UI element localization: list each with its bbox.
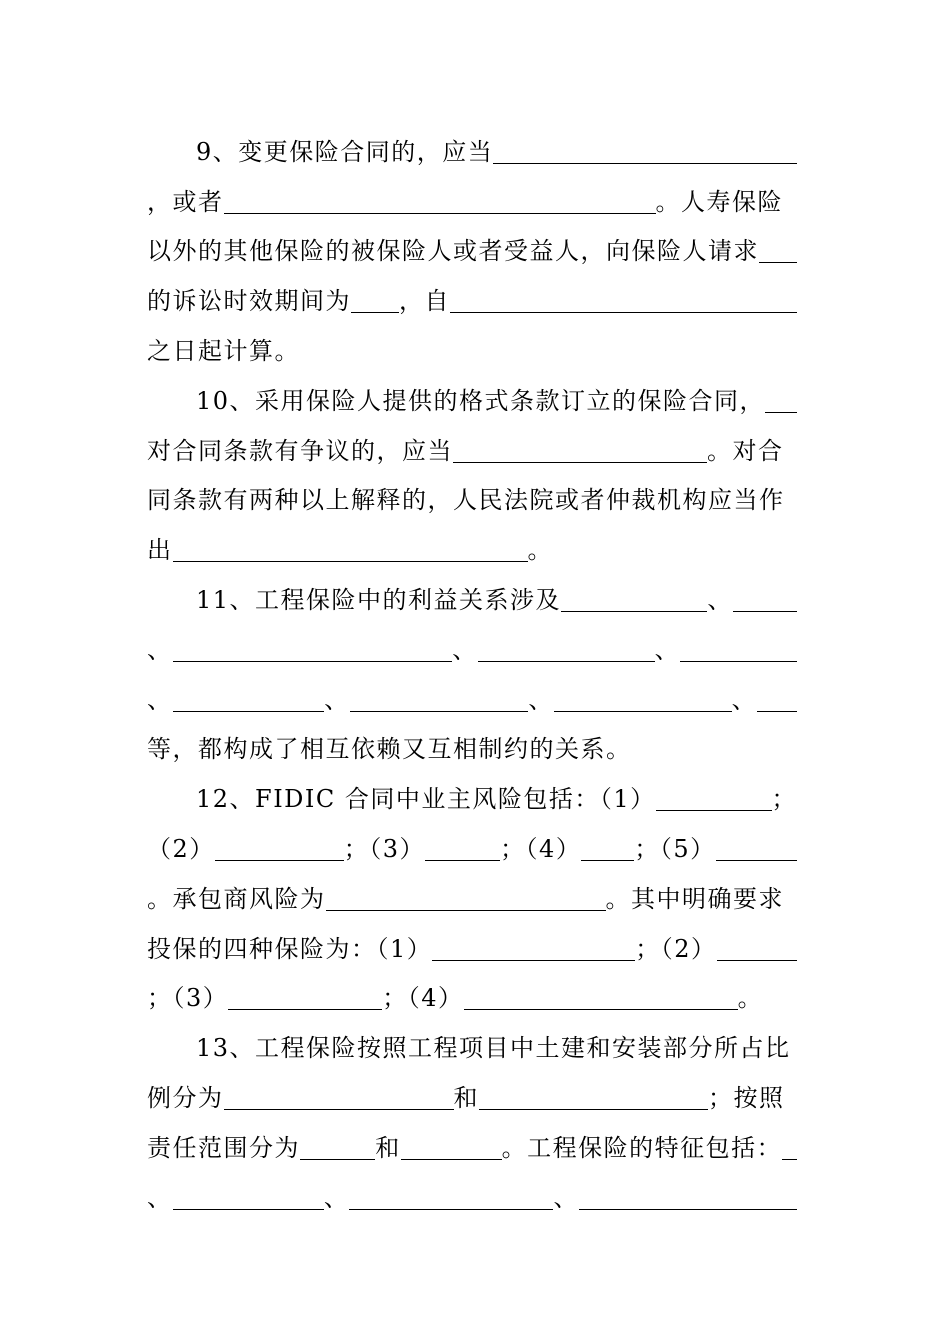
text-line: [147, 276, 797, 326]
text-segment: 、: [654, 635, 681, 664]
text-line: [147, 1173, 797, 1223]
text-line: [147, 725, 797, 775]
text-segment: 、: [528, 685, 554, 714]
text-segment: 例分为: [147, 1084, 224, 1113]
answer-blank: [733, 588, 797, 612]
question-9-number-text: 9、变更保险合同的，应当: [196, 137, 494, 166]
text-line: [147, 924, 797, 974]
text-segment: 、: [323, 1183, 350, 1212]
text-segment: 同条款有两种以上解释的，人民法院或者仲裁机构应当作: [147, 486, 785, 515]
text-segment: 。工程保险的特征包括：: [501, 1133, 783, 1162]
text-line: [147, 575, 797, 625]
text-segment: 、: [731, 685, 758, 714]
answer-blank: [326, 887, 606, 911]
text-segment: ；: [771, 785, 797, 814]
text-segment: 。对合: [707, 436, 784, 465]
answer-blank: [579, 1186, 797, 1210]
answer-blank: [656, 787, 772, 811]
answer-blank: [680, 638, 797, 662]
text-segment: （2）: [147, 835, 215, 864]
text-line: [147, 127, 797, 177]
answer-blank: [173, 1186, 324, 1210]
text-line: [147, 1023, 797, 1073]
text-segment: 投保的四种保险为：（1）: [147, 934, 433, 963]
text-segment: 之日起计算。: [147, 337, 300, 366]
text-segment: 对合同条款有争议的，应当: [147, 436, 453, 465]
text-line: [147, 1073, 797, 1123]
question-9: [147, 127, 797, 376]
text-line: [147, 426, 797, 476]
question-11-number-text: 11、工程保险中的利益关系涉及: [196, 586, 562, 615]
text-segment: 、: [553, 1183, 579, 1212]
text-segment: 、: [147, 1183, 173, 1212]
question-13-number-text: 13、工程保险按照工程项目中土建和安装部分所占比: [196, 1034, 791, 1063]
question-11: [147, 575, 797, 774]
answer-blank: [479, 1086, 708, 1110]
text-segment: ；（4）: [382, 984, 464, 1013]
text-segment: 等，都构成了相互依赖又互相制约的关系。: [147, 735, 632, 764]
text-line: [147, 227, 797, 277]
question-10: [147, 376, 797, 575]
text-segment: ；（3）: [147, 984, 229, 1013]
text-segment: 、: [452, 635, 478, 664]
answer-blank: [478, 638, 655, 662]
text-segment: 和: [375, 1133, 401, 1162]
answer-blank: [453, 439, 707, 463]
text-segment: 。承包商风险为: [147, 884, 326, 913]
answer-blank: [716, 837, 797, 861]
text-segment: 的诉讼时效期间为: [147, 287, 351, 316]
text-segment: 责任范围分为: [147, 1133, 300, 1162]
answer-blank: [464, 986, 738, 1010]
answer-blank: [450, 289, 797, 313]
answer-blank: [228, 986, 382, 1010]
text-line: [147, 476, 797, 526]
text-segment: 。其中明确要求: [605, 884, 784, 913]
text-segment: 和: [453, 1084, 479, 1113]
answer-blank: [561, 588, 707, 612]
question-12-number-text: 12、FIDIC 合同中业主风险包括：（1）: [196, 785, 656, 814]
answer-blank: [782, 1136, 797, 1160]
text-line: [147, 177, 797, 227]
text-segment: ；按照: [708, 1084, 785, 1113]
answer-blank: [173, 638, 453, 662]
text-line: [147, 376, 797, 426]
text-segment: 出: [147, 536, 173, 565]
answer-blank: [173, 538, 528, 562]
answer-blank: [300, 1136, 375, 1160]
text-line: [147, 525, 797, 575]
text-segment: ；（2）: [635, 934, 717, 963]
text-line: [147, 675, 797, 725]
text-segment: 。: [737, 984, 764, 1013]
text-line: [147, 326, 797, 376]
answer-blank: [554, 688, 732, 712]
text-line: [147, 1123, 797, 1173]
text-line: [147, 974, 797, 1024]
answer-blank: [425, 837, 500, 861]
answer-blank: [765, 389, 797, 413]
answer-blank: [351, 289, 399, 313]
answer-blank: [215, 837, 344, 861]
question-list: [147, 127, 797, 1223]
text-segment: 。人寿保险: [655, 187, 783, 216]
text-segment: 以外的其他保险的被保险人或者受益人，向保险人请求: [147, 237, 759, 266]
text-segment: ；（4）: [500, 835, 582, 864]
text-line: [147, 824, 797, 874]
answer-blank: [401, 1136, 502, 1160]
text-line: [147, 625, 797, 675]
text-segment: 、: [324, 685, 350, 714]
text-segment: ，自: [399, 287, 450, 316]
answer-blank: [173, 688, 325, 712]
text-segment: ；（5）: [634, 835, 716, 864]
question-13: [147, 1023, 797, 1222]
text-line: [147, 874, 797, 924]
answer-blank: [759, 239, 797, 263]
text-segment: 、: [707, 586, 733, 615]
question-12: [147, 774, 797, 1023]
text-line: [147, 774, 797, 824]
text-segment: 。: [527, 536, 553, 565]
answer-blank: [432, 937, 635, 961]
answer-blank: [717, 937, 797, 961]
answer-blank: [224, 190, 656, 214]
text-segment: ；（3）: [343, 835, 426, 864]
text-segment: ，或者: [147, 187, 224, 216]
answer-blank: [757, 688, 797, 712]
answer-blank: [581, 837, 634, 861]
answer-blank: [350, 688, 529, 712]
answer-blank: [493, 140, 797, 164]
question-10-number-text: 10、采用保险人提供的格式条款订立的保险合同，: [196, 386, 766, 415]
answer-blank: [224, 1086, 454, 1110]
text-segment: 、: [147, 635, 173, 664]
answer-blank: [349, 1186, 553, 1210]
text-segment: 、: [147, 685, 173, 714]
